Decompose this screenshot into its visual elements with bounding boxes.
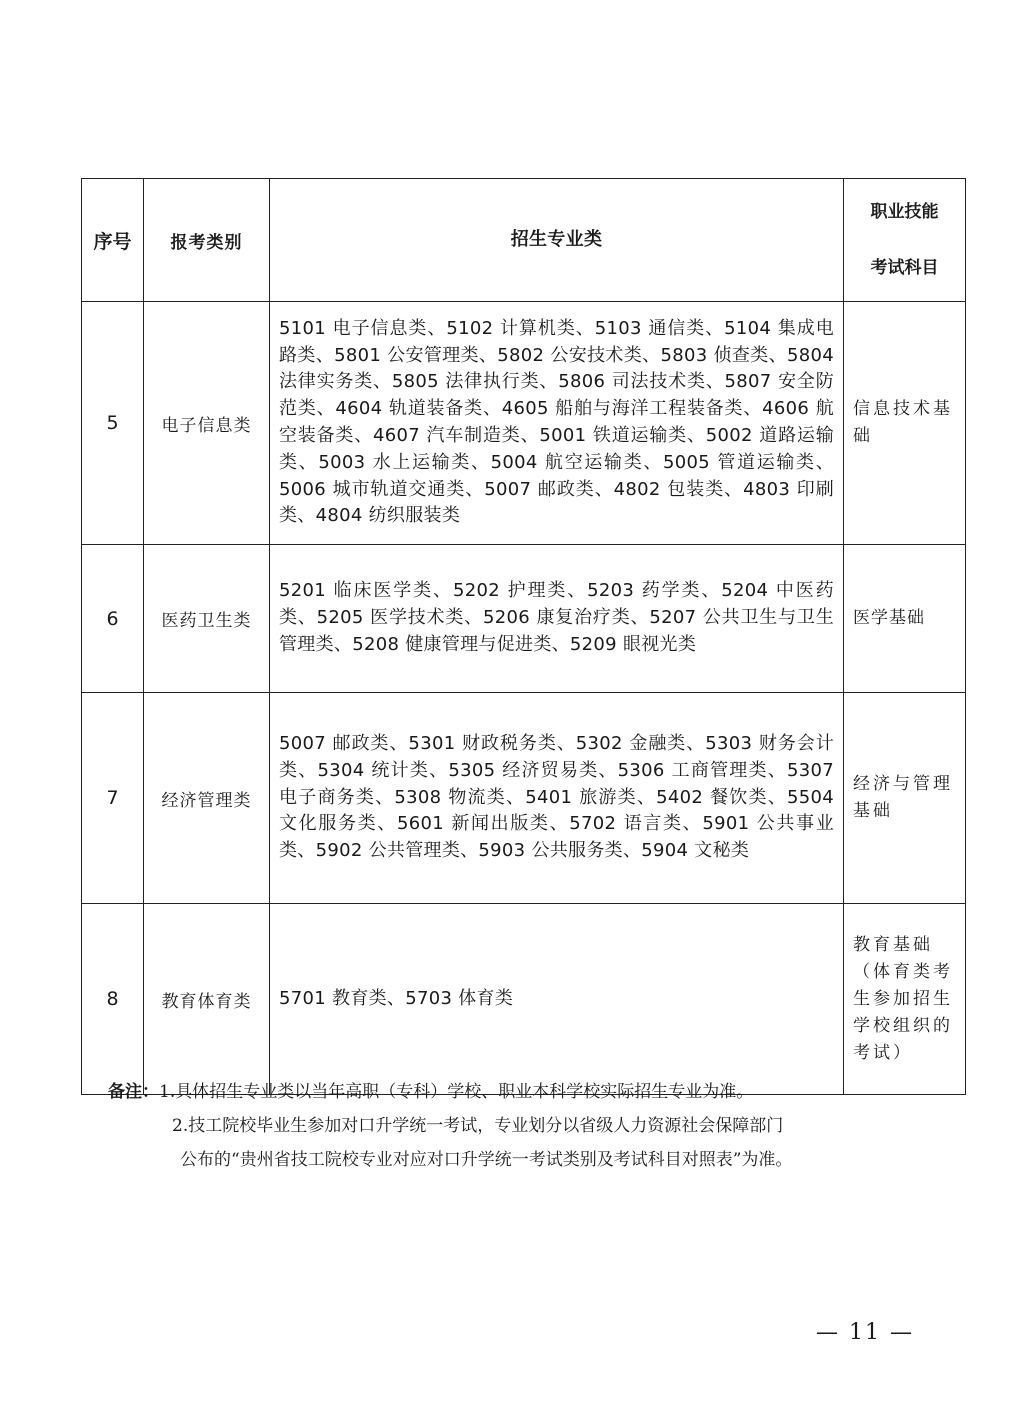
table-header-row bbox=[82, 179, 966, 302]
note-2-continued: 公布的“贵州省技工院校专业对应对口升学统一考试类别及考试科目对照表”为准。 bbox=[180, 1150, 793, 1170]
table-row bbox=[82, 693, 966, 904]
row-no: 6 bbox=[82, 545, 144, 693]
note-1 bbox=[108, 1075, 928, 1109]
header-no: 序号 bbox=[82, 179, 144, 302]
row-subject: 医学基础 bbox=[844, 545, 966, 693]
row-category: 教育体育类 bbox=[144, 904, 270, 1095]
row-no: 7 bbox=[82, 693, 144, 904]
header-category: 报考类别 bbox=[144, 179, 270, 302]
table-row bbox=[82, 302, 966, 545]
admission-table bbox=[81, 178, 966, 1095]
header-majors: 招生专业类 bbox=[270, 179, 844, 302]
table-row bbox=[82, 904, 966, 1095]
page-number: — 11 — bbox=[816, 1320, 914, 1345]
row-majors: 5701 教育类、5703 体育类 bbox=[270, 904, 844, 1095]
row-no: 5 bbox=[82, 302, 144, 545]
row-category: 经济管理类 bbox=[144, 693, 270, 904]
row-no: 8 bbox=[82, 904, 144, 1095]
row-category: 医药卫生类 bbox=[144, 545, 270, 693]
row-subject: 信息技术基础 bbox=[844, 302, 966, 545]
note-1-text: 1.具体招生专业类以当年高职（专科）学校、职业本科学校实际招生专业为准。 bbox=[159, 1082, 754, 1102]
row-subject: 教育基础（体育类考生参加招生学校组织的考试） bbox=[844, 904, 966, 1095]
note-2: 2.技工院校毕业生参加对口升学统一考试，专业划分以省级人力资源社会保障部门 bbox=[172, 1116, 784, 1136]
row-subject: 经济与管理基础 bbox=[844, 693, 966, 904]
row-category: 电子信息类 bbox=[144, 302, 270, 545]
table-row bbox=[82, 545, 966, 693]
row-majors: 5201 临床医学类、5202 护理类、5203 药学类、5204 中医药类、5205 医学技术类、5206 康复治疗类、5207 公共卫生与卫生管理类、5208 健康管理与促进类、5209 眼视光类 bbox=[270, 545, 844, 693]
notes-label: 备注： bbox=[108, 1082, 159, 1102]
notes-block bbox=[108, 1075, 928, 1177]
header-subject-line1: 职业技能 bbox=[870, 202, 939, 222]
row-majors: 5101 电子信息类、5102 计算机类、5103 通信类、5104 集成电路类、5801 公安管理类、5802 公安技术类、5803 侦查类、5804 法律实务类、5805 法律执行类、5806 司法技术类、5807 安全防范类、4604 轨道装备类、4605 船舶与海洋工程装备类、4606 航空装备类、4607 汽车制造类、5001 铁道运输类、5002 道路运输类、5003 水上运输类、5004 航空运输类、5005 管道运输类、5006 城市轨道交通类、5007 邮政类、4802 包装类、4803 印刷类、4804 纺织服装类 bbox=[270, 302, 844, 545]
header-subject-line2: 考试科目 bbox=[870, 258, 939, 278]
header-subject bbox=[844, 179, 966, 302]
row-majors: 5007 邮政类、5301 财政税务类、5302 金融类、5303 财务会计类、5304 统计类、5305 经济贸易类、5306 工商管理类、5307 电子商务类、5308 物流类、5401 旅游类、5402 餐饮类、5504 文化服务类、5601 新闻出版类、5702 语言类、5901 公共事业类、5902 公共管理类、5903 公共服务类、5904 文秘类 bbox=[270, 693, 844, 904]
